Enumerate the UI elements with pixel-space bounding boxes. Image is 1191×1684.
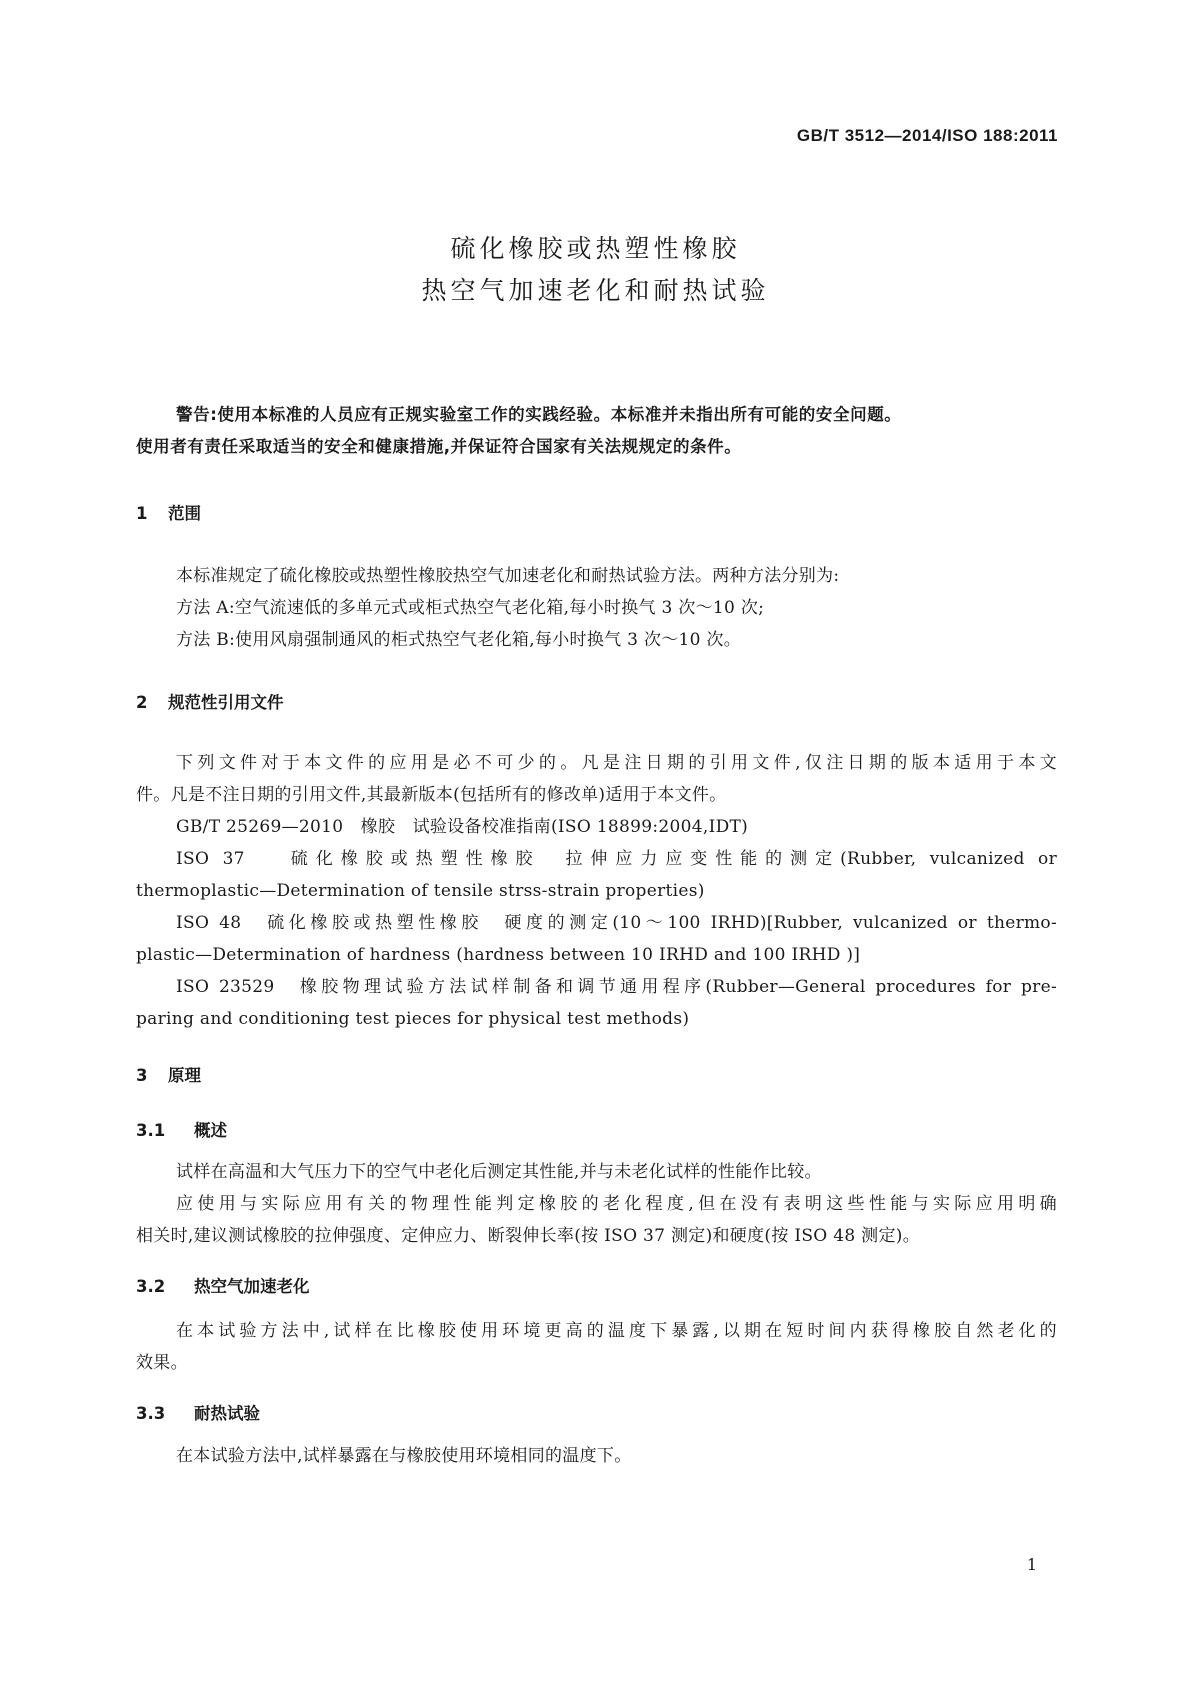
section-1-title: 范围 bbox=[168, 504, 201, 523]
reference-iso-48-line-1: ISO 48 硫化橡胶或热塑性橡胶 硬度的测定(10～100 IRHD)[Rubber, vulcanized or thermo- bbox=[176, 913, 1057, 933]
section-3-2-number: 3.2 bbox=[136, 1277, 166, 1296]
reference-iso-23529-line-1: ISO 23529 橡胶物理试验方法试样制备和调节通用程序(Rubber—General procedures for pre- bbox=[176, 977, 1057, 997]
section-3-3-number: 3.3 bbox=[136, 1404, 166, 1423]
heat-resistance-paragraph: 在本试验方法中,试样暴露在与橡胶使用环境相同的温度下。 bbox=[176, 1446, 632, 1466]
section-3-number: 3 bbox=[136, 1066, 148, 1085]
reference-iso-48-line-2: plastic—Determination of hardness (hardness between 10 IRHD and 100 IRHD )] bbox=[136, 945, 861, 965]
section-3-1-heading bbox=[136, 1119, 227, 1143]
title-line-1: 硫化橡胶或热塑性橡胶 bbox=[450, 234, 741, 263]
section-1-body bbox=[136, 560, 1057, 656]
section-3-2-body bbox=[136, 1315, 1057, 1379]
reference-iso-37-line-2: thermoplastic—Determination of tensile strss-strain properties) bbox=[136, 881, 705, 901]
references-intro-line-1: 下列文件对于本文件的应用是必不可少的。凡是注日期的引用文件,仅注日期的版本适用于本文 bbox=[176, 753, 1057, 773]
warning-line-1: 警告:使用本标准的人员应有正规实验室工作的实践经验。本标准并未指出所有可能的安全问题。 bbox=[176, 405, 902, 424]
section-3-3-title: 耐热试验 bbox=[194, 1404, 260, 1423]
method-b-paragraph: 方法 B:使用风扇强制通风的柜式热空气老化箱,每小时换气 3 次～10 次。 bbox=[176, 630, 742, 650]
scope-paragraph: 本标准规定了硫化橡胶或热塑性橡胶热空气加速老化和耐热试验方法。两种方法分别为: bbox=[176, 566, 840, 586]
title-line-2: 热空气加速老化和耐热试验 bbox=[421, 276, 770, 305]
section-3-1-title: 概述 bbox=[194, 1121, 227, 1140]
section-3-1-number: 3.1 bbox=[136, 1121, 166, 1140]
overview-paragraph-1: 试样在高温和大气压力下的空气中老化后测定其性能,并与未老化试样的性能作比较。 bbox=[176, 1162, 822, 1182]
section-1-number: 1 bbox=[136, 504, 148, 523]
section-3-title: 原理 bbox=[168, 1066, 201, 1085]
section-2-body bbox=[136, 747, 1057, 1035]
overview-paragraph-2-line-2: 相关时,建议测试橡胶的拉伸强度、定伸应力、断裂伸长率(按 ISO 37 测定)和硬度(按 ISO 48 测定)。 bbox=[136, 1226, 921, 1246]
document-title bbox=[0, 228, 1191, 312]
section-2-number: 2 bbox=[136, 693, 148, 712]
section-2-title: 规范性引用文件 bbox=[168, 693, 284, 712]
section-3-1-body bbox=[136, 1156, 1057, 1252]
section-3-3-body bbox=[136, 1440, 1057, 1472]
reference-gbt-25269: GB/T 25269—2010 橡胶 试验设备校准指南(ISO 18899:2004,IDT) bbox=[176, 817, 749, 837]
reference-iso-37-line-1: ISO 37 硫化橡胶或热塑性橡胶 拉伸应力应变性能的测定(Rubber, vulcanized or bbox=[176, 849, 1057, 869]
overview-paragraph-2-line-1: 应使用与实际应用有关的物理性能判定橡胶的老化程度,但在没有表明这些性能与实际应用明确 bbox=[176, 1194, 1057, 1214]
reference-iso-23529-line-2: paring and conditioning test pieces for physical test methods) bbox=[136, 1009, 690, 1029]
section-1-heading bbox=[136, 502, 201, 526]
warning-line-2: 使用者有责任采取适当的安全和健康措施,并保证符合国家有关法规规定的条件。 bbox=[136, 437, 742, 456]
references-intro-line-2: 件。凡是不注日期的引用文件,其最新版本(包括所有的修改单)适用于本文件。 bbox=[136, 785, 727, 805]
section-3-heading bbox=[136, 1064, 201, 1088]
accelerated-aging-line-1: 在本试验方法中,试样在比橡胶使用环境更高的温度下暴露,以期在短时间内获得橡胶自然老化的 bbox=[176, 1321, 1057, 1341]
page-number: 1 bbox=[1026, 1555, 1037, 1574]
section-3-2-title: 热空气加速老化 bbox=[194, 1277, 310, 1296]
standard-code: GB/T 3512—2014/ISO 188:2011 bbox=[796, 126, 1058, 145]
warning-paragraph bbox=[136, 399, 1057, 463]
method-a-paragraph: 方法 A:空气流速低的多单元式或柜式热空气老化箱,每小时换气 3 次～10 次; bbox=[176, 598, 765, 618]
section-3-2-heading bbox=[136, 1275, 310, 1299]
section-3-3-heading bbox=[136, 1402, 260, 1426]
section-2-heading bbox=[136, 691, 284, 715]
accelerated-aging-line-2: 效果。 bbox=[136, 1353, 188, 1373]
